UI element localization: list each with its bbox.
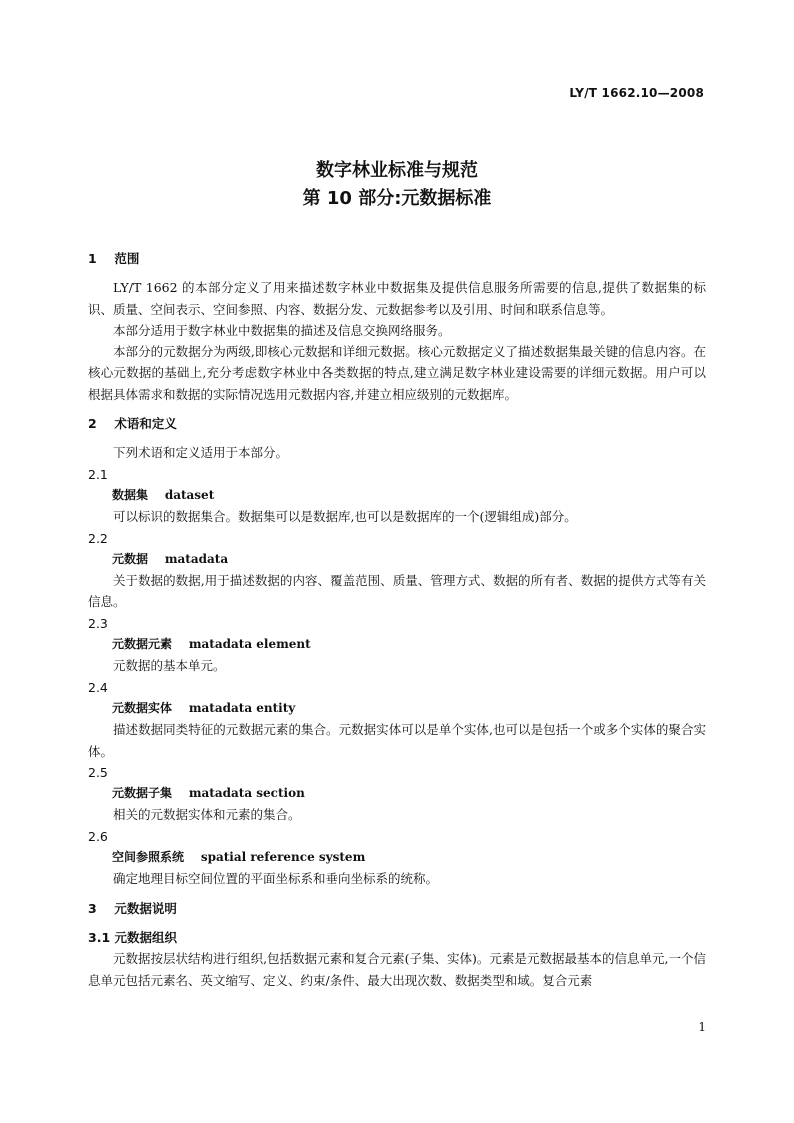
term-cn: 元数据子集 — [112, 786, 173, 801]
term-definition: 关于数据的数据,用于描述数据的内容、覆盖范围、质量、管理方式、数据的所有者、数据的提供方式等有关信息。 — [88, 573, 706, 610]
document-body — [88, 248, 706, 991]
term-definition: 元数据的基本单元。 — [113, 658, 226, 674]
term-number: 2.5 — [88, 764, 108, 780]
term-heading — [88, 485, 706, 506]
term-cn: 元数据元素 — [112, 637, 173, 652]
term-heading — [88, 783, 706, 804]
section-number: 2 — [88, 416, 97, 432]
subsection-title: 元数据组织 — [114, 929, 178, 945]
term-number: 2.2 — [88, 530, 108, 546]
term-number: 2.1 — [88, 466, 108, 482]
term-definition: 描述数据同类特征的元数据元素的集合。元数据实体可以是单个实体,也可以是包括一个或多个实体的聚合实体。 — [88, 722, 706, 759]
section-heading-metadata — [88, 898, 706, 919]
document-subtitle: 第 10 部分:元数据标准 — [302, 188, 492, 209]
term-en: matadata section — [188, 786, 305, 801]
document-title: 数字林业标准与规范 — [316, 160, 478, 181]
term-cn: 元数据 — [112, 551, 149, 566]
term-definition: 确定地理目标空间位置的平面坐标系和垂向坐标系的统称。 — [113, 871, 439, 887]
term-en: matadata element — [188, 637, 311, 652]
standard-code: LY/T 1662.10—2008 — [569, 86, 704, 100]
section-title: 范围 — [114, 251, 140, 266]
term-definition: 相关的元数据实体和元素的集合。 — [113, 807, 301, 823]
term-heading — [88, 847, 706, 868]
term-number: 2.3 — [88, 615, 108, 631]
section-title: 元数据说明 — [114, 900, 177, 916]
paragraph: 元数据按层状结构进行组织,包括数据元素和复合元素(子集、实体)。元素是元数据最基本的信息单元,一个信息单元包括元素名、英文缩写、定义、约束/条件、最大出现次数、数据类型和域。复合元素 — [88, 951, 706, 988]
term-number: 2.4 — [88, 679, 108, 695]
term-definition: 可以标识的数据集合。数据集可以是数据库,也可以是数据库的一个(逻辑组成)部分。 — [113, 509, 577, 525]
term-number: 2.6 — [88, 828, 108, 844]
term-heading — [88, 698, 706, 719]
section-heading-scope — [88, 248, 706, 269]
paragraph: 下列术语和定义适用于本部分。 — [113, 445, 289, 461]
section-title: 术语和定义 — [114, 416, 177, 432]
term-en: dataset — [164, 487, 215, 502]
section-number: 3 — [88, 900, 97, 916]
term-cn: 数据集 — [112, 487, 149, 502]
subsection-heading — [88, 927, 706, 948]
term-en: spatial reference system — [200, 850, 366, 865]
term-heading — [88, 549, 706, 570]
term-cn: 元数据实体 — [112, 700, 173, 715]
section-heading-terms — [88, 413, 706, 434]
term-cn: 空间参照系统 — [112, 850, 185, 865]
term-heading — [88, 634, 706, 655]
page-number: 1 — [698, 1020, 706, 1034]
paragraph: 本部分的元数据分为两级,即核心元数据和详细元数据。核心元数据定义了描述数据集最关键的信息内容。在核心元数据的基础上,充分考虑数字林业中各类数据的特点,建立满足数字林业建设需要的详细元数据。用户可以根据具体需求和数据的实际情况选用元数据内容,并建立相应级别的元数据库。 — [88, 344, 706, 402]
paragraph: 本部分适用于数字林业中数据集的描述及信息交换网络服务。 — [113, 322, 451, 338]
subsection-number: 3.1 — [88, 929, 111, 945]
term-en: matadata — [164, 551, 229, 566]
term-en: matadata entity — [188, 700, 296, 715]
section-number: 1 — [88, 251, 97, 266]
paragraph: LY/T 1662 的本部分定义了用来描述数字林业中数据集及提供信息服务所需要的信息,提供了数据集的标识、质量、空间表示、空间参照、内容、数据分发、元数据参考以及引用、时间和联系信息等。 — [88, 280, 706, 317]
